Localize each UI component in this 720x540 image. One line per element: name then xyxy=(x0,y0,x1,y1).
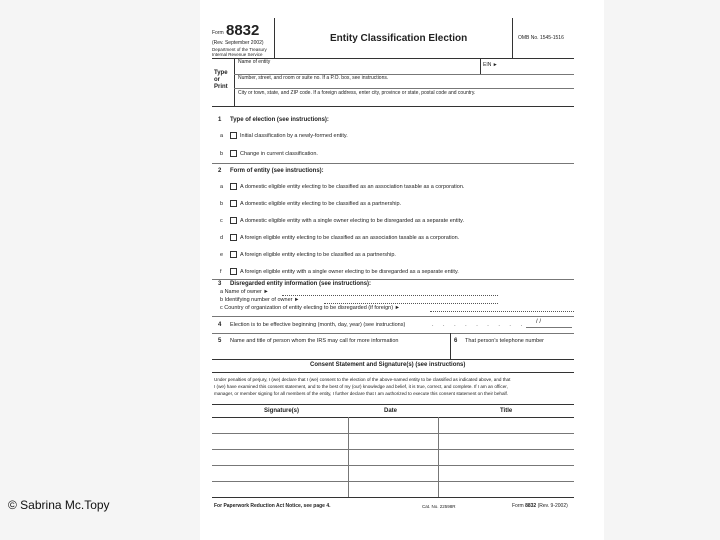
item-6-number: 6 xyxy=(454,338,458,344)
item-1-number: 1 xyxy=(218,117,222,123)
signature-row[interactable] xyxy=(212,433,574,434)
type-or-print-label: Type or Print xyxy=(214,70,228,90)
checkbox[interactable] xyxy=(230,183,237,190)
item-2b-letter: b xyxy=(220,201,224,207)
checkbox[interactable] xyxy=(230,217,237,224)
footer-paperwork-notice: For Paperwork Reduction Act Notice, see page 4. xyxy=(214,503,331,509)
consent-text-line-3: manager, or member signing for all members of the entity, I further declare that I am authorized to execute this consent statement on their behalf. xyxy=(214,391,509,396)
item-6-label: That person's telephone number xyxy=(465,338,545,344)
item-2-label: Form of entity (see instructions): xyxy=(230,168,324,174)
item-2a-letter: a xyxy=(220,184,224,190)
item-2e-option[interactable]: A foreign eligible entity electing to be classified as a partnership. xyxy=(230,251,396,258)
signature-column-header: Signature(s) xyxy=(264,408,300,414)
form-revision: (Rev. September 2002) xyxy=(212,40,264,46)
item-3b-label: b Identifying number of owner ► xyxy=(220,297,300,303)
checkbox[interactable] xyxy=(230,234,237,241)
checkbox[interactable] xyxy=(230,268,237,275)
item-2c-letter: c xyxy=(220,218,223,224)
item-4-leader: . . . . . . . . . xyxy=(432,322,526,328)
signature-row[interactable] xyxy=(212,449,574,450)
item-5-label: Name and title of person whom the IRS may call for more information xyxy=(230,338,399,344)
irs-label: Internal Revenue Service xyxy=(212,52,263,57)
item-5-number: 5 xyxy=(218,338,222,344)
item-4-date[interactable]: / / xyxy=(536,319,542,325)
signature-row[interactable] xyxy=(212,481,574,482)
item-4-number: 4 xyxy=(218,322,222,328)
form-number: 8832 xyxy=(226,22,260,39)
item-1b-option[interactable]: Change in current classification. xyxy=(230,150,318,157)
consent-text-line-1: Under penalties of perjury, I (we) declare that I (we) consent to the election of the above-named entity to be classified as indicated above, and that xyxy=(214,377,511,382)
signature-row[interactable] xyxy=(212,465,574,466)
checkbox[interactable] xyxy=(230,200,237,207)
item-2f-option[interactable]: A foreign eligible entity with a single owner electing to be disregarded as a separate entity. xyxy=(230,268,459,275)
omb-number: OMB No. 1545-1516 xyxy=(518,35,564,41)
checkbox[interactable] xyxy=(230,150,237,157)
ein-label: EIN ► xyxy=(483,62,498,68)
item-1b-letter: b xyxy=(220,151,224,157)
city-label: City or town, state, and ZIP code. If a foreign address, enter city, province or state, postal code and country. xyxy=(238,90,476,96)
item-3-number: 3 xyxy=(218,281,222,287)
item-1a-option[interactable]: Initial classification by a newly-formed entity. xyxy=(230,132,348,139)
item-2e-letter: e xyxy=(220,252,224,258)
footer-cat-number: Cat. No. 22598R xyxy=(422,504,456,509)
form-label: Form xyxy=(212,30,224,36)
item-2a-option[interactable]: A domestic eligible entity electing to be classified as an association taxable as a corporation. xyxy=(230,183,464,190)
checkbox[interactable] xyxy=(230,251,237,258)
consent-text-line-2: I (we) have examined this consent statement, and to the best of my (our) knowledge and belief, it is true, correct, and complete. If I am an officer, xyxy=(214,384,508,389)
item-2c-option[interactable]: A domestic eligible entity with a single owner electing to be disregarded as a separate entity. xyxy=(230,217,464,224)
form-page xyxy=(200,0,604,540)
item-3c-label: c Country of organization of entity electing to be disregarded (if foreign) ► xyxy=(220,305,401,311)
item-3a-label: a Name of owner ► xyxy=(220,289,269,295)
street-label: Number, street, and room or suite no. If a P.O. box, see instructions. xyxy=(238,75,389,81)
item-1a-letter: a xyxy=(220,133,224,139)
form-title: Entity Classification Election xyxy=(330,33,468,44)
date-column-header: Date xyxy=(384,408,398,414)
copyright-watermark: © Sabrina Mc.Topy xyxy=(8,498,110,512)
footer-form-ref: Form 8832 (Rev. 9-2002) xyxy=(512,503,568,509)
item-3-label: Disregarded entity information (see instructions): xyxy=(230,281,372,287)
consent-heading: Consent Statement and Signature(s) (see instructions) xyxy=(310,362,466,368)
item-2b-option[interactable]: A domestic eligible entity electing to be classified as a partnership. xyxy=(230,200,401,207)
item-4-label: Election is to be effective beginning (month, day, year) (see instructions) xyxy=(230,322,406,328)
item-1-label: Type of election (see instructions): xyxy=(230,117,329,123)
item-2d-letter: d xyxy=(220,235,224,241)
checkbox[interactable] xyxy=(230,132,237,139)
item-2d-option[interactable]: A foreign eligible entity electing to be classified as an association taxable as a corporation. xyxy=(230,234,459,241)
entity-name-label: Name of entity xyxy=(238,59,271,65)
title-column-header: Title xyxy=(500,408,513,414)
dept-label: Department of the Treasury xyxy=(212,47,267,52)
item-2-number: 2 xyxy=(218,168,222,174)
item-2f-letter: f xyxy=(220,269,222,275)
